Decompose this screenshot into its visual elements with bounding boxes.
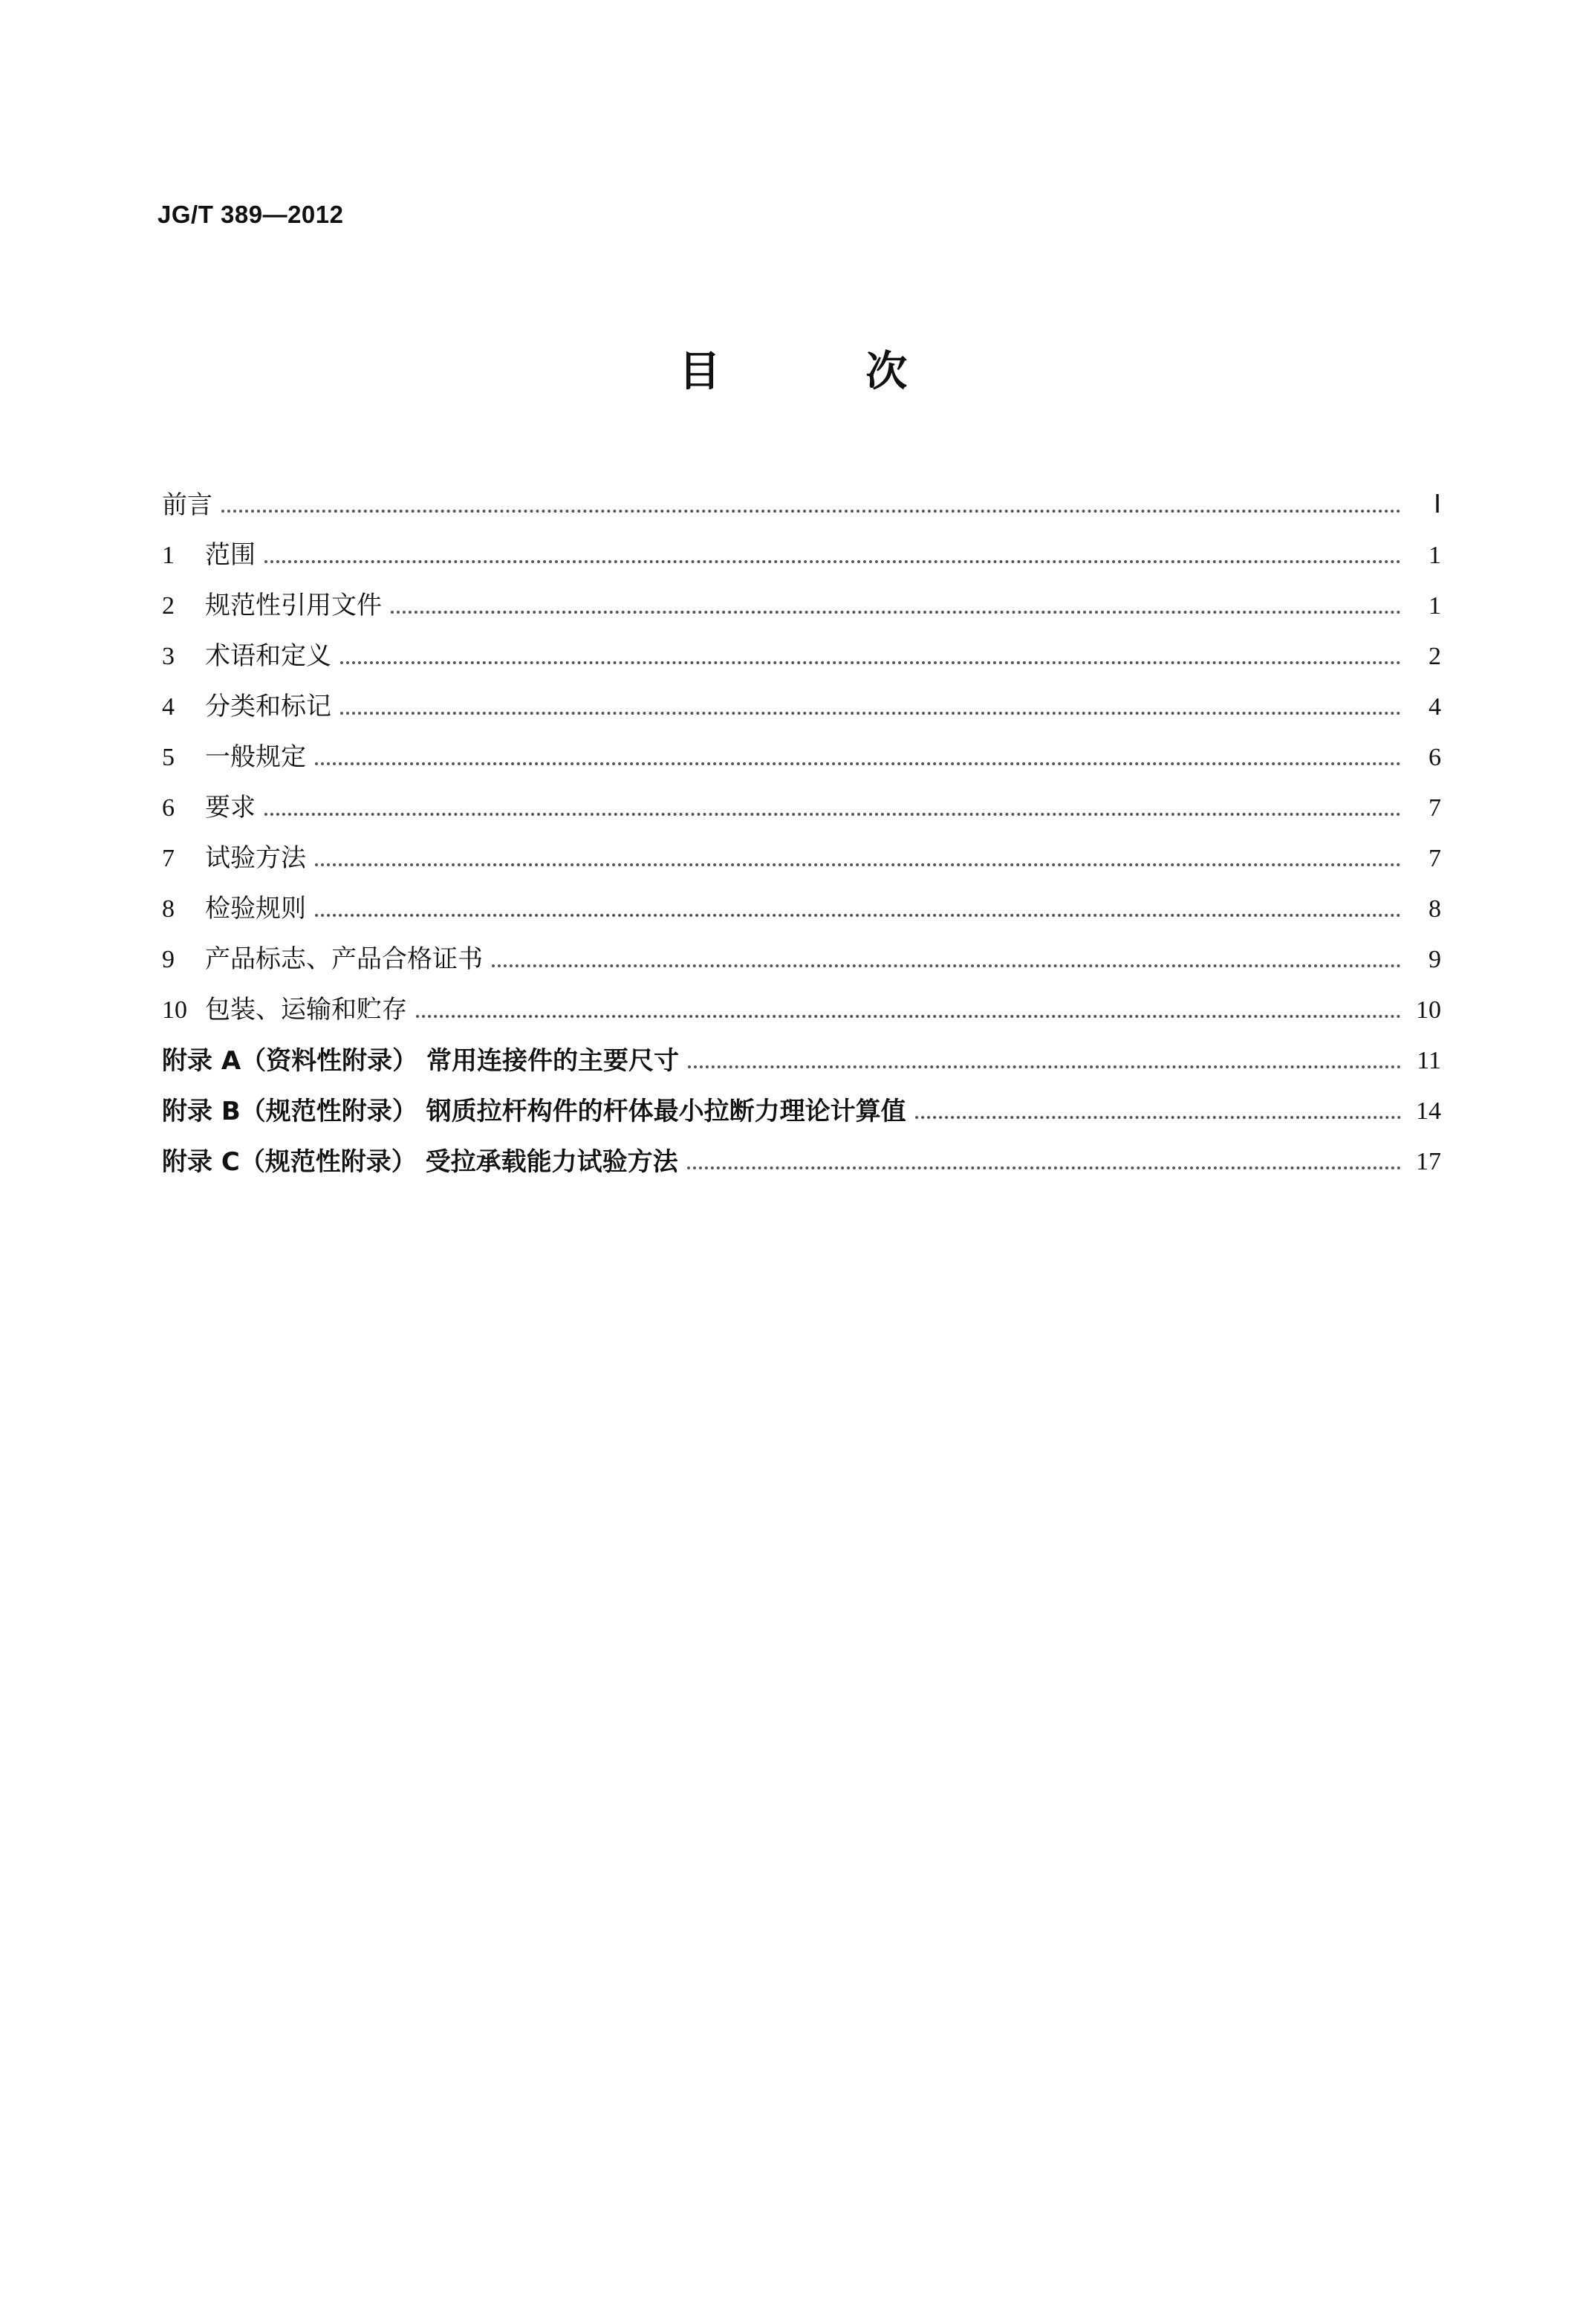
- toc-entry[interactable]: [162, 874, 1441, 924]
- toc-entry-page: 7: [1429, 845, 1441, 872]
- toc-entry-label: [162, 591, 382, 621]
- toc-entry-text: 前言: [162, 490, 212, 520]
- toc-entry-label: [162, 540, 256, 571]
- toc-entry-page: 6: [1429, 744, 1441, 771]
- toc-entry-appendix-b[interactable]: [162, 1076, 1441, 1126]
- toc-entry-appendix-c[interactable]: [162, 1126, 1441, 1177]
- toc-entry-label: [162, 894, 306, 924]
- toc-entry[interactable]: [162, 672, 1441, 722]
- toc-entry-text: 包装、运输和贮存: [205, 995, 407, 1025]
- toc-entry-text: 一般规定: [205, 742, 306, 772]
- toc-entry[interactable]: [162, 823, 1441, 874]
- toc-entry-text: 范围: [205, 540, 256, 570]
- toc-entry-page: 14: [1416, 1097, 1441, 1125]
- document-code: JG/T 389—2012: [157, 201, 344, 228]
- toc-entry-text: 产品标志、产品合格证书: [205, 944, 483, 974]
- toc-entry-label: [162, 692, 331, 722]
- toc-entry[interactable]: [162, 571, 1441, 621]
- toc-entry-page: 7: [1429, 794, 1441, 822]
- toc-leader-dots: [915, 1116, 1401, 1119]
- toc-entry-number: 1: [162, 542, 175, 569]
- toc-entry[interactable]: [162, 773, 1441, 823]
- toc-entry-label: [162, 641, 331, 672]
- toc-entry-number: 10: [162, 996, 187, 1024]
- toc-leader-dots: [416, 1015, 1401, 1018]
- toc-leader-dots: [315, 762, 1401, 765]
- toc-entry-page: 1: [1429, 542, 1441, 569]
- toc-entry-number: 2: [162, 592, 175, 620]
- toc-entry-text: 检验规则: [205, 894, 306, 924]
- toc-entry-page: 11: [1417, 1047, 1441, 1074]
- toc-leader-dots: [340, 661, 1401, 664]
- toc-entry-text: 要求: [205, 793, 256, 822]
- toc-entry-label: [162, 944, 483, 975]
- toc-entry-label: [162, 793, 256, 823]
- toc-entry-label: 附录 A（资料性附录） 常用连接件的主要尺寸: [162, 1046, 679, 1076]
- toc-entry-label: 附录 B（规范性附录） 钢质拉杆构件的杆体最小拉断力理论计算值: [162, 1097, 906, 1126]
- table-of-contents: [162, 470, 1441, 1177]
- toc-leader-dots: [315, 914, 1401, 917]
- toc-entry-label: 附录 C（规范性附录） 受拉承载能力试验方法: [162, 1147, 678, 1177]
- toc-entry-page: 9: [1429, 946, 1441, 973]
- toc-entry-label: [162, 995, 407, 1025]
- toc-entry-appendix-a[interactable]: [162, 1025, 1441, 1076]
- toc-leader-dots: [391, 611, 1401, 614]
- toc-entry-text: 分类和标记: [205, 692, 331, 721]
- toc-entry-label: [162, 843, 306, 874]
- toc-entry-page: Ⅰ: [1433, 491, 1441, 519]
- toc-entry-number: 9: [162, 946, 175, 973]
- toc-entry[interactable]: [162, 621, 1441, 672]
- toc-entry-page: 2: [1429, 643, 1441, 670]
- toc-entry-text: 术语和定义: [205, 641, 331, 671]
- toc-entry[interactable]: [162, 722, 1441, 773]
- toc-title: 目 次: [678, 348, 973, 396]
- toc-entry[interactable]: [162, 520, 1441, 571]
- toc-entry[interactable]: [162, 924, 1441, 975]
- toc-entry[interactable]: [162, 975, 1441, 1025]
- toc-leader-dots: [688, 1065, 1401, 1068]
- toc-leader-dots: [315, 863, 1401, 866]
- toc-leader-dots: [492, 964, 1401, 967]
- toc-entry-page: 10: [1416, 996, 1441, 1024]
- toc-entry[interactable]: [162, 470, 1441, 520]
- toc-entry-page: 4: [1429, 693, 1441, 721]
- toc-entry-number: 5: [162, 744, 175, 771]
- toc-leader-dots: [264, 560, 1401, 563]
- toc-entry-number: 7: [162, 845, 175, 872]
- toc-entry-text: 试验方法: [205, 843, 306, 873]
- toc-entry-number: 4: [162, 693, 175, 721]
- toc-entry-label: [162, 742, 306, 773]
- toc-entry-number: 6: [162, 794, 175, 822]
- toc-entry-number: 8: [162, 895, 175, 923]
- toc-leader-dots: [264, 813, 1401, 816]
- toc-entry-page: 17: [1416, 1148, 1441, 1175]
- toc-entry-page: 8: [1429, 895, 1441, 923]
- toc-entry-text: 规范性引用文件: [205, 591, 382, 620]
- toc-leader-dots: [687, 1166, 1401, 1169]
- toc-entry-label: [162, 490, 212, 520]
- toc-leader-dots: [340, 712, 1401, 715]
- toc-entry-page: 1: [1429, 592, 1441, 620]
- toc-leader-dots: [221, 510, 1401, 513]
- toc-entry-number: 3: [162, 643, 175, 670]
